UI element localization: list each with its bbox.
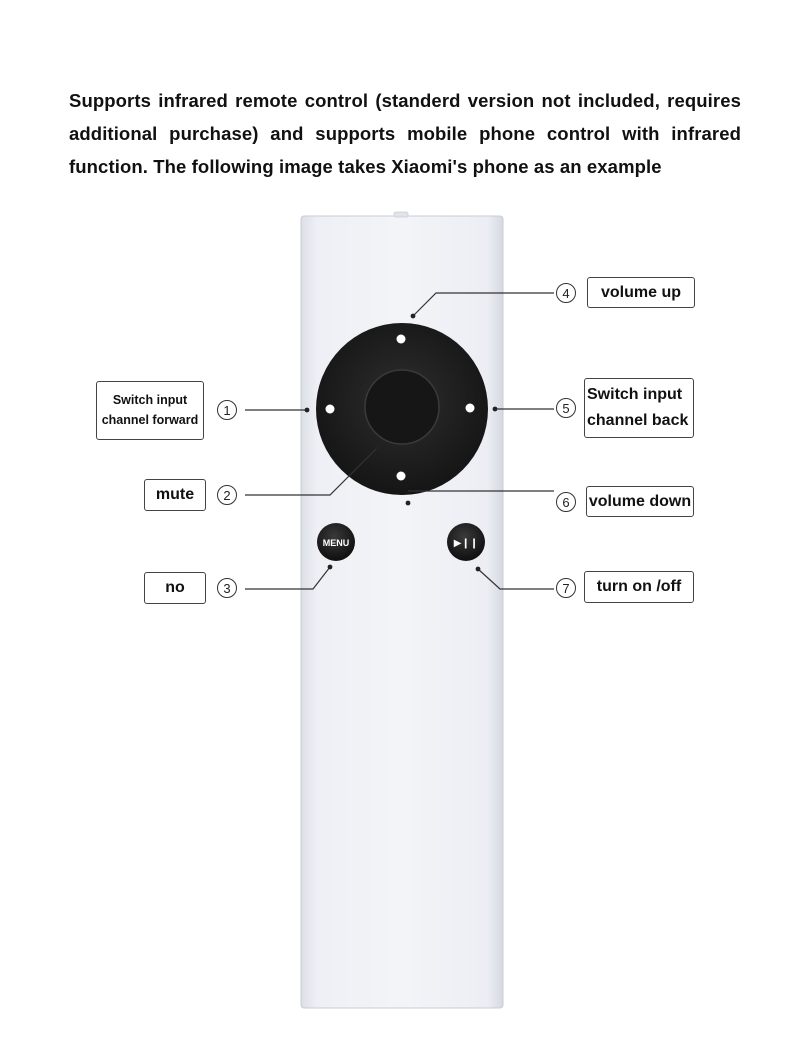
callout-number-7: 7 xyxy=(556,578,576,598)
callout-number-3: 3 xyxy=(217,578,237,598)
callout-no xyxy=(144,572,206,604)
callout-4-label: volume up xyxy=(600,283,681,301)
callout-mute xyxy=(144,479,206,511)
callout-2-label: mute xyxy=(155,486,195,503)
callout-number-5: 5 xyxy=(556,398,576,418)
callout-6-label: volume down xyxy=(588,492,692,510)
dpad-center-button xyxy=(365,370,439,444)
callout-volume-down xyxy=(586,486,694,517)
callout-switch-input-back xyxy=(584,378,694,438)
callout-5-line1: Switch input xyxy=(587,386,683,404)
dpad-dot-up xyxy=(397,335,406,344)
callout-7-label: turn on /off xyxy=(596,578,682,595)
callout-number-4: 4 xyxy=(556,283,576,303)
callout-turn-on-off xyxy=(584,571,694,603)
callout-number-2: 2 xyxy=(217,485,237,505)
play-pause-glyph: ▶❙❙ xyxy=(453,538,479,549)
callout-volume-up xyxy=(587,277,695,308)
callout-3-label: no xyxy=(165,579,185,596)
dpad-dot-left xyxy=(326,405,335,414)
dpad-dot-right xyxy=(466,404,475,413)
menu-button-label: MENU xyxy=(322,538,350,548)
ir-window xyxy=(394,212,408,217)
callout-switch-input-forward xyxy=(96,381,204,440)
callout-number-1: 1 xyxy=(217,400,237,420)
dpad-dot-down xyxy=(397,472,406,481)
intro-paragraph: Supports infrared remote control (standerd version not included, requires additional purchase) and supports mobile phone control with infrared function. The following image takes Xiaomi's phone as an example xyxy=(69,90,741,177)
callout-number-6: 6 xyxy=(556,492,576,512)
callout-5-line2: channel back xyxy=(587,412,689,429)
callout-1-line1: Switch input xyxy=(112,393,188,408)
callout-1-line2: channel forward xyxy=(101,412,199,427)
